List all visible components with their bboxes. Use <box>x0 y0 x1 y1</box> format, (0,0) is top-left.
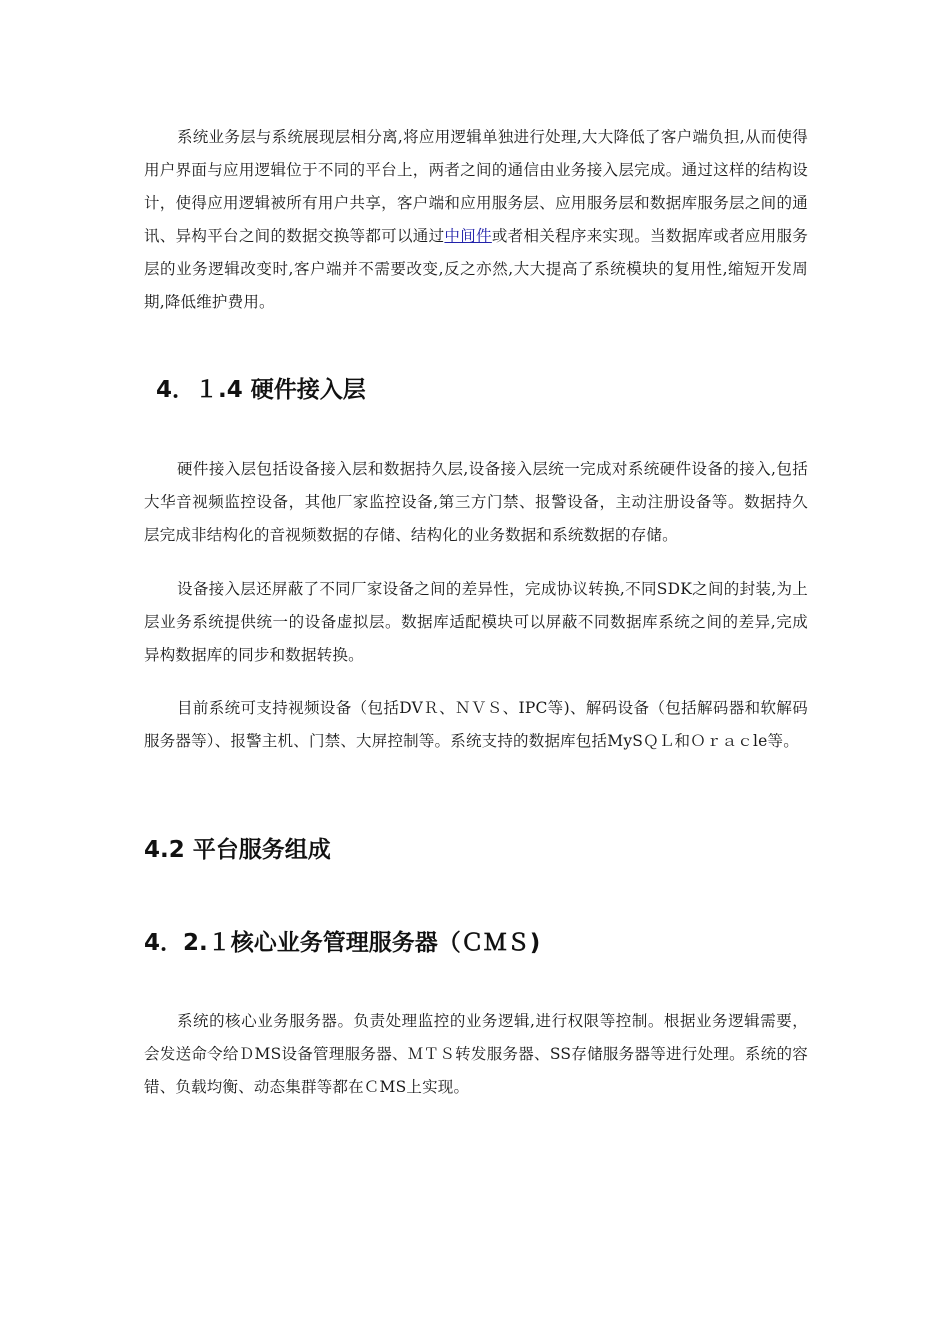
paragraph-text: 系统业务层与系统展现层相分离,将应用逻辑单独进行处理,大大降低了客户端负担,从而使得用户界面与应用逻辑位于不同的平台上，两者之间的通信由业务接入层完成。通过这样的结构设计，使得应用逻辑被所有用户共享，客户端和应用服务层、应用服务层和数据库服务层之间的通讯、异构平台之间的数据交换等都可以通过 <box>144 128 808 245</box>
heading-cms: 4．2.１核心业务管理服务器（ＣＭＳ) <box>144 930 541 956</box>
paragraph-business-layer <box>144 121 808 319</box>
paragraph-device-access: 设备接入层还屏蔽了不同厂家设备之间的差异性，完成协议转换,不同SDK之间的封装,为上层业务系统提供统一的设备虚拟层。数据库适配模块可以屏蔽不同数据库系统之间的差异,完成异构数据库的同步和数据转换。 <box>144 580 808 664</box>
paragraph-text: 或者相关程序来实现。当数据库或者应用服务层的业务逻辑改变时,客户端并不需要改变,反之亦然,大大提高了系统模块的复用性,缩短开发周期,降低维护费用。 <box>144 227 808 311</box>
heading-platform-services: 4.2 平台服务组成 <box>144 837 331 863</box>
middleware-link[interactable]: 中间件 <box>444 227 492 245</box>
paragraph-cms: 系统的核心业务服务器。负责处理监控的业务逻辑,进行权限等控制。根据业务逻辑需要，会发送命令给ＤMS设备管理服务器、ＭＴＳ转发服务器、SS存储服务器等进行处理。系统的容错、负载均衡、动态集群等都在ＣMS上实现。 <box>144 1012 808 1096</box>
heading-hardware-access-layer: 4．１.4 硬件接入层 <box>156 377 366 403</box>
paragraph-hardware-access: 硬件接入层包括设备接入层和数据持久层,设备接入层统一完成对系统硬件设备的接入,包括大华音视频监控设备，其他厂家监控设备,第三方门禁、报警设备，主动注册设备等。数据持久层完成非结构化的音视频数据的存储、结构化的业务数据和系统数据的存储。 <box>144 460 808 544</box>
paragraph-supported-devices: 目前系统可支持视频设备（包括DVＲ、ＮＶＳ、IPC等)、解码设备（包括解码器和软解码服务器等）、报警主机、门禁、大屏控制等。系统支持的数据库包括MySＱＬ和Ｏｒａｃle等。 <box>144 699 808 750</box>
